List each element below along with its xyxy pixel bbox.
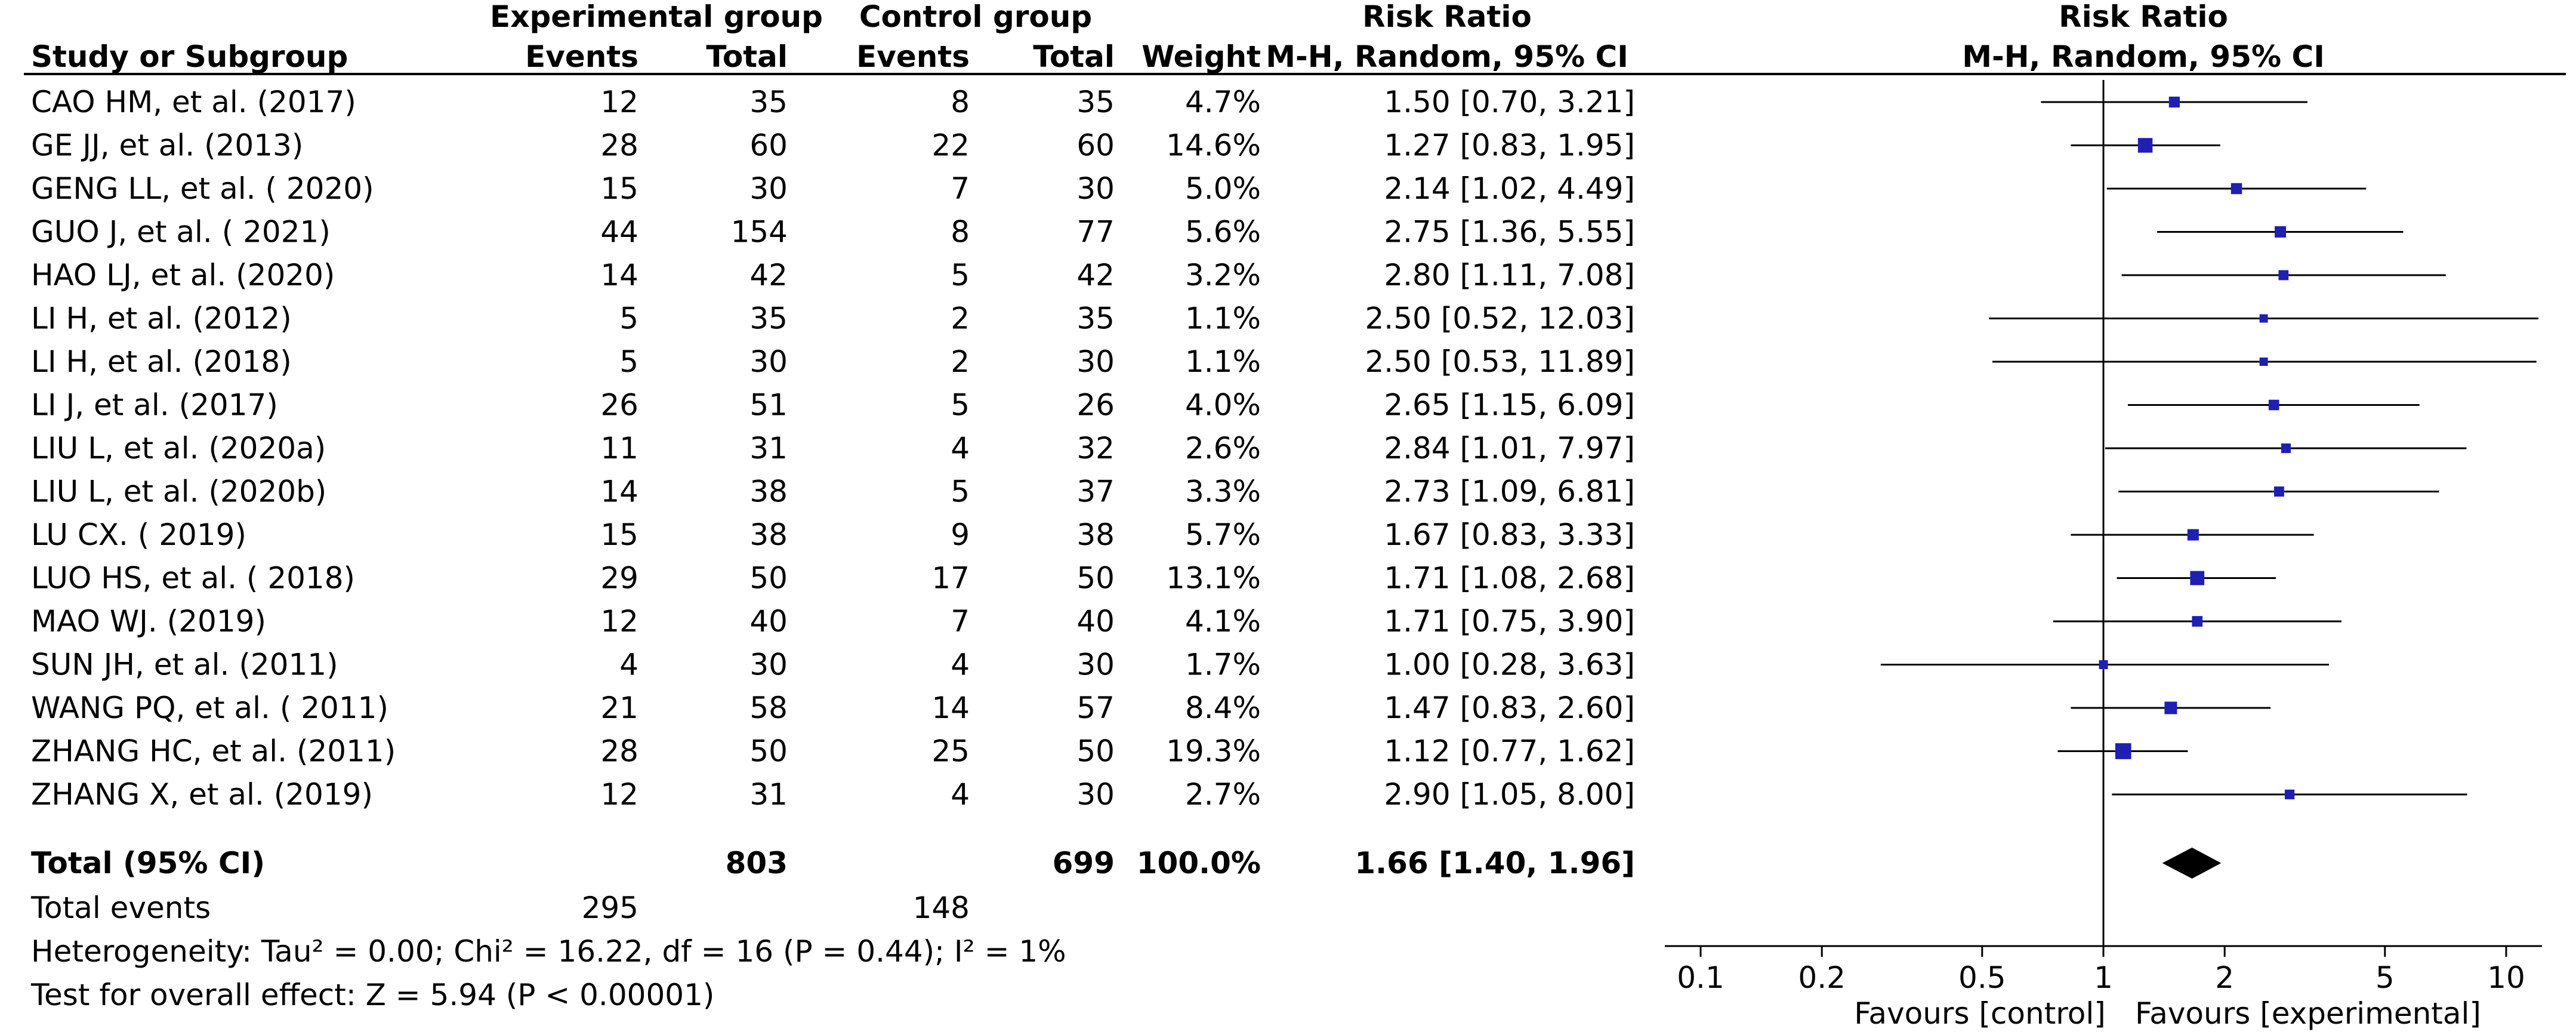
study-name: LI H, et al. (2012) xyxy=(31,301,292,336)
ctl-total-header: Total xyxy=(1033,39,1115,74)
effect-size-marker xyxy=(2115,743,2131,759)
effect-size-marker xyxy=(2164,701,2177,714)
exp-events-value: 29 xyxy=(600,560,638,596)
total-events-ctl: 148 xyxy=(912,891,970,925)
risk-ratio-ci-value: 2.50 [0.52, 12.03] xyxy=(1365,301,1635,336)
study-name: LI J, et al. (2017) xyxy=(31,387,278,423)
exp-total-header: Total xyxy=(706,39,788,74)
heterogeneity-text: Heterogeneity: Tau² = 0.00; Chi² = 16.22, df = 16 (P = 0.44); I² = 1% xyxy=(31,934,1066,969)
total-ctl-total: 699 xyxy=(1052,846,1115,880)
effect-size-marker xyxy=(2192,616,2202,627)
effect-size-marker xyxy=(2188,529,2199,540)
exp-events-value: 12 xyxy=(600,85,638,119)
ctl-total-value: 77 xyxy=(1076,214,1115,249)
ctl-events-value: 2 xyxy=(951,301,970,336)
ctl-events-value: 14 xyxy=(931,691,970,725)
ctl-total-value: 30 xyxy=(1076,777,1115,812)
study-name: CAO HM, et al. (2017) xyxy=(31,85,356,119)
weight-value: 2.7% xyxy=(1184,777,1261,812)
ctl-total-value: 38 xyxy=(1076,518,1115,552)
exp-events-value: 44 xyxy=(600,214,638,249)
ctl-events-value: 25 xyxy=(931,734,970,769)
exp-events-header: Events xyxy=(525,39,638,74)
weight-value: 3.2% xyxy=(1184,258,1261,292)
control-group-header: Control group xyxy=(859,0,1093,34)
exp-total-value: 60 xyxy=(749,128,788,163)
pooled-estimate-diamond xyxy=(2162,848,2222,879)
exp-total-value: 51 xyxy=(749,387,788,423)
risk-ratio-ci-value: 1.71 [1.08, 2.68] xyxy=(1384,560,1635,596)
study-name: GENG LL, et al. ( 2020) xyxy=(31,171,374,206)
exp-total-value: 30 xyxy=(749,171,788,206)
ctl-events-value: 9 xyxy=(951,518,970,552)
exp-events-value: 28 xyxy=(600,734,638,769)
ctl-events-header: Events xyxy=(856,39,970,74)
method-plot-header: M-H, Random, 95% CI xyxy=(1962,39,2325,74)
ctl-events-value: 17 xyxy=(931,560,970,596)
ctl-events-value: 8 xyxy=(951,85,970,119)
study-name: GUO J, et al. ( 2021) xyxy=(31,214,331,249)
ctl-events-value: 22 xyxy=(931,128,970,163)
exp-events-value: 12 xyxy=(600,604,638,639)
effect-size-marker xyxy=(2269,400,2279,411)
study-name: ZHANG HC, et al. (2011) xyxy=(31,734,396,769)
exp-total-value: 58 xyxy=(749,691,788,725)
study-name: LI H, et al. (2018) xyxy=(31,344,292,379)
ctl-events-value: 7 xyxy=(951,171,970,206)
risk-ratio-ci-value: 2.73 [1.09, 6.81] xyxy=(1384,474,1635,509)
study-name: LU CX. ( 2019) xyxy=(31,518,246,552)
ctl-total-value: 60 xyxy=(1076,128,1115,163)
favours-experimental-label: Favours [experimental] xyxy=(2135,996,2481,1031)
weight-value: 19.3% xyxy=(1166,734,1261,769)
risk-ratio-ci-value: 2.65 [1.15, 6.09] xyxy=(1384,387,1635,423)
weight-value: 1.1% xyxy=(1184,301,1261,336)
study-name: LIU L, et al. (2020a) xyxy=(31,431,326,466)
ctl-events-value: 7 xyxy=(951,604,970,639)
risk-ratio-ci-value: 2.80 [1.11, 7.08] xyxy=(1384,258,1635,292)
ctl-total-value: 35 xyxy=(1076,301,1115,336)
x-axis-tick-label: 1 xyxy=(2094,960,2113,995)
risk-ratio-header: Risk Ratio xyxy=(1362,0,1532,34)
ctl-events-value: 4 xyxy=(951,777,970,812)
weight-value: 2.6% xyxy=(1184,431,1261,466)
study-name: SUN JH, et al. (2011) xyxy=(31,647,338,682)
weight-header: Weight xyxy=(1142,39,1261,74)
x-axis-tick-label: 5 xyxy=(2375,960,2395,995)
favours-control-label: Favours [control] xyxy=(1854,996,2106,1031)
exp-total-value: 40 xyxy=(749,604,788,639)
exp-events-value: 14 xyxy=(600,474,638,509)
weight-value: 8.4% xyxy=(1184,691,1261,725)
effect-size-marker xyxy=(2231,183,2242,194)
risk-ratio-ci-value: 1.12 [0.77, 1.62] xyxy=(1384,734,1635,769)
exp-events-value: 15 xyxy=(600,518,638,552)
risk-ratio-ci-value: 1.67 [0.83, 3.33] xyxy=(1384,518,1635,552)
experimental-group-header: Experimental group xyxy=(490,0,823,34)
weight-value: 5.0% xyxy=(1184,171,1261,206)
weight-value: 4.1% xyxy=(1184,604,1261,639)
risk-ratio-ci-value: 2.50 [0.53, 11.89] xyxy=(1365,344,1635,379)
total-events-exp: 295 xyxy=(581,891,638,925)
effect-size-marker xyxy=(2285,790,2294,799)
exp-events-value: 11 xyxy=(600,431,638,466)
effect-size-marker xyxy=(2281,443,2291,453)
risk-ratio-ci-value: 1.47 [0.83, 2.60] xyxy=(1384,691,1635,725)
ctl-total-value: 30 xyxy=(1076,171,1115,206)
total-ci-value: 1.66 [1.40, 1.96] xyxy=(1355,846,1635,880)
weight-value: 1.1% xyxy=(1184,344,1261,379)
weight-value: 1.7% xyxy=(1184,647,1261,682)
weight-value: 13.1% xyxy=(1166,560,1261,596)
total-events-label: Total events xyxy=(31,891,211,925)
ctl-total-value: 40 xyxy=(1076,604,1115,639)
total-weight: 100.0% xyxy=(1136,846,1261,880)
study-name: ZHANG X, et al. (2019) xyxy=(31,777,373,812)
weight-value: 5.6% xyxy=(1184,214,1261,249)
study-name: LUO HS, et al. ( 2018) xyxy=(31,560,356,596)
ctl-total-value: 32 xyxy=(1076,431,1115,466)
effect-size-marker xyxy=(2169,97,2180,107)
weight-value: 14.6% xyxy=(1166,128,1261,163)
ctl-events-value: 8 xyxy=(951,214,970,249)
exp-total-value: 50 xyxy=(749,560,788,596)
exp-events-value: 26 xyxy=(600,387,638,423)
exp-total-value: 35 xyxy=(749,85,788,119)
exp-total-value: 31 xyxy=(749,777,788,812)
ctl-total-value: 30 xyxy=(1076,647,1115,682)
weight-value: 3.3% xyxy=(1184,474,1261,509)
ctl-total-value: 37 xyxy=(1076,474,1115,509)
total-exp-total: 803 xyxy=(725,846,788,880)
exp-total-value: 35 xyxy=(749,301,788,336)
risk-ratio-plot-header: Risk Ratio xyxy=(2059,0,2228,34)
exp-events-value: 5 xyxy=(619,301,638,336)
risk-ratio-ci-value: 1.71 [0.75, 3.90] xyxy=(1384,604,1635,639)
effect-size-marker xyxy=(2274,486,2284,497)
exp-events-value: 5 xyxy=(619,344,638,379)
overall-effect-text: Test for overall effect: Z = 5.94 (P < 0.00001) xyxy=(31,978,715,1012)
effect-size-marker xyxy=(2275,226,2286,238)
ctl-total-value: 57 xyxy=(1076,691,1115,725)
ctl-total-value: 42 xyxy=(1076,258,1115,292)
exp-events-value: 21 xyxy=(600,691,638,725)
exp-total-value: 30 xyxy=(749,344,788,379)
x-axis-tick-label: 0.2 xyxy=(1798,960,1846,995)
exp-events-value: 28 xyxy=(600,128,638,163)
exp-total-value: 50 xyxy=(749,734,788,769)
exp-events-value: 4 xyxy=(619,647,638,682)
effect-size-marker xyxy=(2260,315,2268,323)
forest-plot-area xyxy=(1665,80,2542,1031)
weight-value: 4.0% xyxy=(1184,387,1261,423)
effect-size-marker xyxy=(2138,138,2153,153)
exp-total-value: 30 xyxy=(749,647,788,682)
ctl-total-value: 26 xyxy=(1076,387,1115,423)
study-name: GE JJ, et al. (2013) xyxy=(31,128,304,163)
study-name: LIU L, et al. (2020b) xyxy=(31,474,327,509)
effect-size-marker xyxy=(2190,571,2204,586)
exp-events-value: 15 xyxy=(600,171,638,206)
total-label: Total (95% CI) xyxy=(31,846,266,880)
weight-value: 4.7% xyxy=(1184,85,1261,119)
exp-total-value: 42 xyxy=(749,258,788,292)
risk-ratio-ci-value: 1.50 [0.70, 3.21] xyxy=(1384,85,1635,119)
method-header: M-H, Random, 95% CI xyxy=(1266,39,1628,74)
exp-total-value: 38 xyxy=(749,474,788,509)
study-name: MAO WJ. (2019) xyxy=(31,604,266,639)
study-column-header: Study or Subgroup xyxy=(31,39,348,74)
risk-ratio-ci-value: 2.75 [1.36, 5.55] xyxy=(1384,214,1635,249)
ctl-events-value: 4 xyxy=(951,431,970,466)
ctl-total-value: 30 xyxy=(1076,344,1115,379)
exp-events-value: 14 xyxy=(600,258,638,292)
ctl-total-value: 50 xyxy=(1076,560,1115,596)
exp-total-value: 38 xyxy=(749,518,788,552)
ctl-events-value: 2 xyxy=(951,344,970,379)
risk-ratio-ci-value: 2.14 [1.02, 4.49] xyxy=(1384,171,1635,206)
effect-size-marker xyxy=(2099,660,2108,669)
risk-ratio-ci-value: 1.00 [0.28, 3.63] xyxy=(1384,647,1635,682)
x-axis-tick-label: 0.5 xyxy=(1958,960,2006,995)
ctl-events-value: 5 xyxy=(951,387,970,423)
effect-size-marker xyxy=(2260,358,2268,366)
risk-ratio-ci-value: 2.90 [1.05, 8.00] xyxy=(1384,777,1635,812)
ctl-events-value: 5 xyxy=(951,474,970,509)
x-axis-tick-label: 2 xyxy=(2215,960,2235,995)
ctl-events-value: 5 xyxy=(951,258,970,292)
x-axis-tick-label: 10 xyxy=(2487,960,2525,995)
ctl-total-value: 50 xyxy=(1076,734,1115,769)
study-name: WANG PQ, et al. ( 2011) xyxy=(31,691,388,725)
exp-events-value: 12 xyxy=(600,777,638,812)
ctl-total-value: 35 xyxy=(1076,85,1115,119)
effect-size-marker xyxy=(2278,270,2288,281)
ctl-events-value: 4 xyxy=(951,647,970,682)
risk-ratio-ci-value: 1.27 [0.83, 1.95] xyxy=(1384,128,1635,163)
exp-total-value: 154 xyxy=(730,214,788,249)
study-name: HAO LJ, et al. (2020) xyxy=(31,258,335,292)
weight-value: 5.7% xyxy=(1184,518,1261,552)
risk-ratio-ci-value: 2.84 [1.01, 7.97] xyxy=(1384,431,1635,466)
exp-total-value: 31 xyxy=(749,431,788,466)
x-axis-tick-label: 0.1 xyxy=(1677,960,1724,995)
